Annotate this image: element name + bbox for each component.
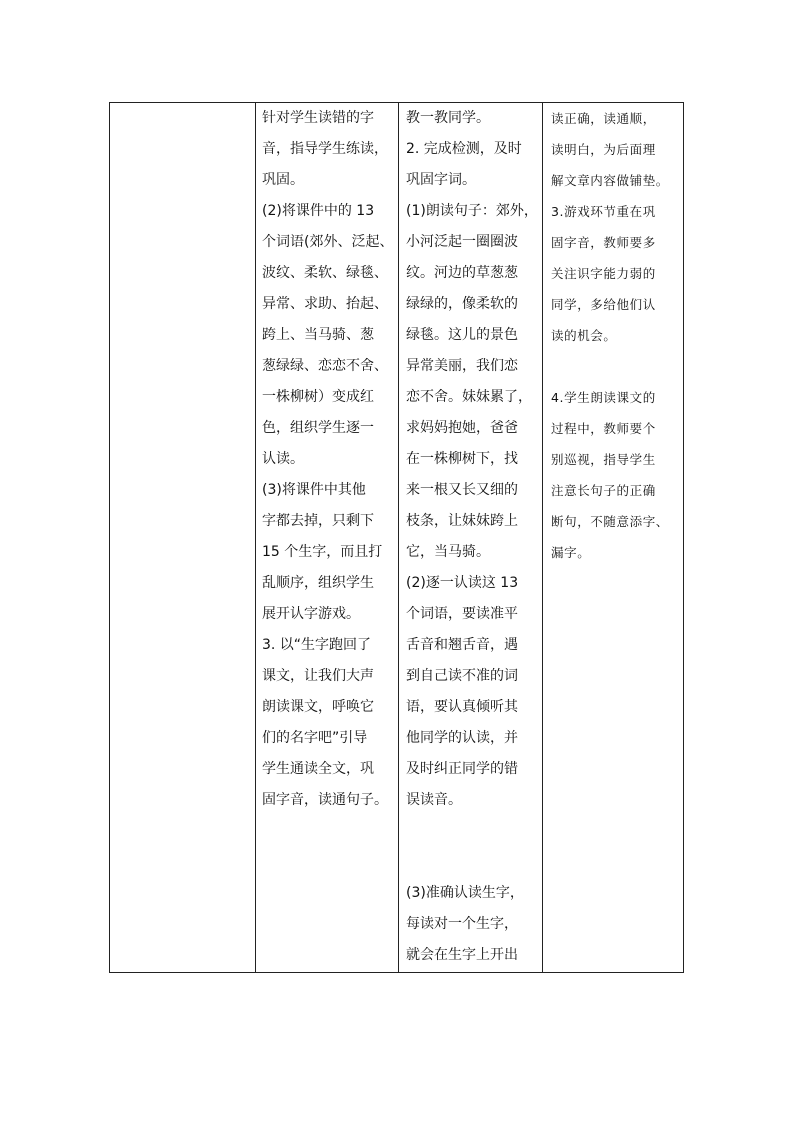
text-line: 过程中，教师要个 — [551, 421, 656, 436]
text-line: 固字音，教师要多 — [551, 235, 656, 250]
text-line: 他同学的认读，并 — [406, 730, 518, 746]
text-line: 音，指导学生练读， — [262, 141, 388, 157]
text-line: 漏字。 — [551, 545, 591, 560]
text-line: (1)朗读句子：郊外， — [406, 203, 538, 219]
text-line: 针对学生读错的字 — [262, 110, 374, 126]
text-line: 它，当马骑。 — [406, 544, 490, 560]
text-line: 来一根又长又细的 — [406, 482, 518, 498]
text-line: 15 个生字，而且打 — [262, 544, 383, 560]
text-line: 字都去掉，只剩下 — [262, 513, 374, 529]
text-line: 2. 完成检测，及时 — [406, 141, 522, 157]
text-line: 个词语，要读准平 — [406, 606, 518, 622]
text-line: 每读对一个生字， — [406, 916, 518, 932]
text-line: 小河泛起一圈圈波 — [406, 234, 518, 250]
spacer — [406, 816, 538, 878]
text-line: 注意长句子的正确 — [551, 483, 656, 498]
text-line: 到自己读不准的词 — [406, 668, 518, 684]
text-line: 巩固字词。 — [406, 172, 476, 188]
text-line: 朗读课文，呼唤它 — [262, 699, 374, 715]
text-line: (2)将课件中的 13 — [262, 203, 375, 219]
text-line: 4.学生朗读课文的 — [551, 390, 656, 405]
text-line: 读的机会。 — [551, 328, 617, 343]
text-line: 们的名字吧”引导 — [262, 730, 368, 746]
text-line: 解文章内容做铺垫。 — [551, 173, 669, 188]
text-line: 枝条，让妹妹跨上 — [406, 513, 518, 529]
text-line: 绿毯。这儿的景色 — [406, 327, 518, 343]
text-line: 及时纠正同学的错 — [406, 761, 518, 777]
text-line: 一株柳树）变成红 — [262, 389, 374, 405]
text-line: 恋不舍。妹妹累了， — [406, 389, 532, 405]
text-line: 同学，多给他们认 — [551, 297, 656, 312]
text-line: 认读。 — [262, 451, 304, 467]
student-activity-column — [400, 103, 542, 971]
text-line: 语，要认真倾听其 — [406, 699, 518, 715]
column-divider — [398, 103, 399, 972]
text-line: 读明白，为后面理 — [551, 142, 656, 157]
teacher-activity-column — [256, 103, 397, 816]
text-line: 绿绿的，像柔软的 — [406, 296, 518, 312]
text-line: 3.游戏环节重在巩 — [551, 204, 656, 219]
text-line: 课文，让我们大声 — [262, 668, 374, 684]
text-line: (3)准确认读生字， — [406, 885, 524, 901]
text-line: 个词语(郊外、泛起、 — [262, 234, 394, 250]
lesson-plan-table — [109, 102, 684, 973]
text-line: 教一教同学。 — [406, 110, 490, 126]
text-line: 读正确，读通顺， — [551, 111, 656, 126]
text-line: 舌音和翘舌音，遇 — [406, 637, 518, 653]
text-line: 乱顺序，组织学生 — [262, 575, 374, 591]
text-line: 就会在生字上开出 — [406, 947, 518, 963]
text-line: 葱绿绿、恋恋不舍、 — [262, 358, 388, 374]
text-line: 异常美丽，我们恋 — [406, 358, 518, 374]
text-line: (3)将课件中其他 — [262, 482, 366, 498]
text-line: 学生通读全文，巩 — [262, 761, 374, 777]
text-line: 求妈妈抱她，爸爸 — [406, 420, 518, 436]
text-line: 展开认字游戏。 — [262, 606, 360, 622]
text-line: 固字音，读通句子。 — [262, 792, 388, 808]
text-line: 异常、求助、抬起、 — [262, 296, 388, 312]
text-line: 跨上、当马骑、葱 — [262, 327, 374, 343]
spacer — [551, 351, 682, 382]
text-line: (2)逐一认读这 13 — [406, 575, 519, 591]
text-line: 误读音。 — [406, 792, 462, 808]
text-line: 关注识字能力弱的 — [551, 266, 656, 281]
text-line: 色，组织学生逐一 — [262, 420, 374, 436]
text-line: 巩固。 — [262, 172, 304, 188]
text-line: 在一株柳树下，找 — [406, 451, 518, 467]
text-line: 断句，不随意添字、 — [551, 514, 669, 529]
text-line: 波纹、柔软、绿毯、 — [262, 265, 388, 281]
column-divider — [542, 103, 543, 972]
text-line: 纹。河边的草葱葱 — [406, 265, 518, 281]
text-line: 3. 以“生字跑回了 — [262, 637, 372, 653]
design-intent-column — [544, 103, 684, 568]
text-line: 别巡视，指导学生 — [551, 452, 656, 467]
